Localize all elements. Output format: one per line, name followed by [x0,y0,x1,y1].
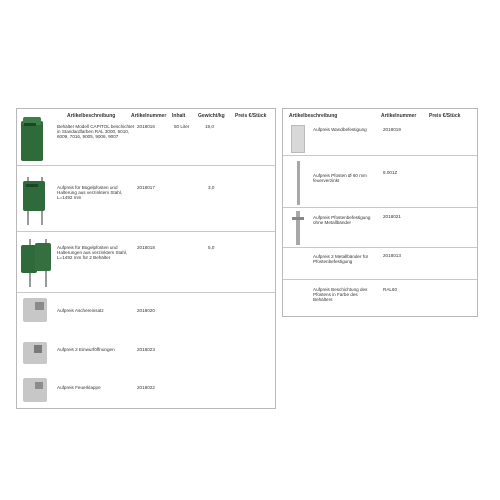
header-description: Artikelbeschreibung [67,113,116,119]
green-bin-on-post-icon [21,173,49,227]
header-price: Preis €/Stück [235,113,267,119]
item-description: Aufpreis für Bügelpfosten und Halterungen aus verzinktem Stahl, L=1492 mm für 2 Behälter [57,245,128,261]
item-description: Aufpreis Pfostenbefestigung ohne Metallbänder [313,215,371,226]
table-row [17,231,275,293]
table-row [17,292,275,332]
table-row [17,165,275,232]
table-row [17,332,275,370]
table-row [283,247,477,280]
item-description: Aufpreis Wandbefestigung [313,127,367,132]
item-description: Aufpreis 2 Metallbänder für Pfostenbefestigung [313,254,369,265]
header-price: Preis €/Stück [429,113,461,119]
right-price-table [282,108,478,317]
item-number: 8.001Z [383,170,398,175]
table-row [17,370,275,408]
item-description: Aufpreis Beschichtung des Pfostens in Farbe des Behälters [313,287,368,303]
header-description: Artikelbeschreibung [289,113,338,119]
item-description: Behälter Modell CAPITOL beschichtet in Standardfarben RAL 3000, 5010, 6009, 7016, 9005, 9006, 9007 [57,124,135,140]
left-price-table [16,108,276,409]
item-weight: 19,0 [205,124,214,129]
item-content: 50 Liter [174,124,190,129]
grey-bin-two-openings-icon [21,342,49,366]
table-row [283,109,477,156]
table-row [283,279,477,315]
post-icon [293,161,303,205]
item-number: RAL60 [383,287,398,292]
green-bin-icon [21,117,45,161]
header-number: Artikelnummer [381,113,417,119]
item-number: 2018016 [137,124,155,129]
item-description: Aufpreis für Bügelpfosten und Halterung aus verzinktem Stahl, L=1492 mm [57,185,123,201]
header-number: Artikelnummer [131,113,167,119]
header-content: Inhalt [172,113,186,119]
post-mount-icon [291,211,305,245]
item-description: Aufpreis Pfosten Ø 60 mm feuerverzinkt [313,173,367,184]
table-row [17,109,275,166]
grey-bin-ashtray-icon [21,298,49,324]
header-weight: Gewicht/kg [198,113,225,119]
item-number: 2018017 [137,185,155,190]
item-description: Aufpreis Aschereinsatz [57,308,104,313]
item-number: 2018021 [383,214,401,219]
item-weight: 3,0 [208,185,215,190]
grey-bin-fire-flap-icon [21,378,49,404]
double-green-bin-on-post-icon [21,237,53,289]
wall-mount-plate-icon [291,125,305,153]
item-number: 2018023 [137,347,155,352]
item-number: 2018018 [137,245,155,250]
item-number: 2018019 [383,127,401,132]
table-row [283,155,477,208]
item-weight: 5,0 [208,245,215,250]
item-description: Aufpreis Feuerklappe [57,385,101,390]
item-number: 2018013 [383,253,401,258]
table-row [283,207,477,248]
item-number: 2018020 [137,308,155,313]
item-number: 2018022 [137,385,155,390]
item-description: Aufpreis 2 Einwurföffnungen [57,347,115,352]
